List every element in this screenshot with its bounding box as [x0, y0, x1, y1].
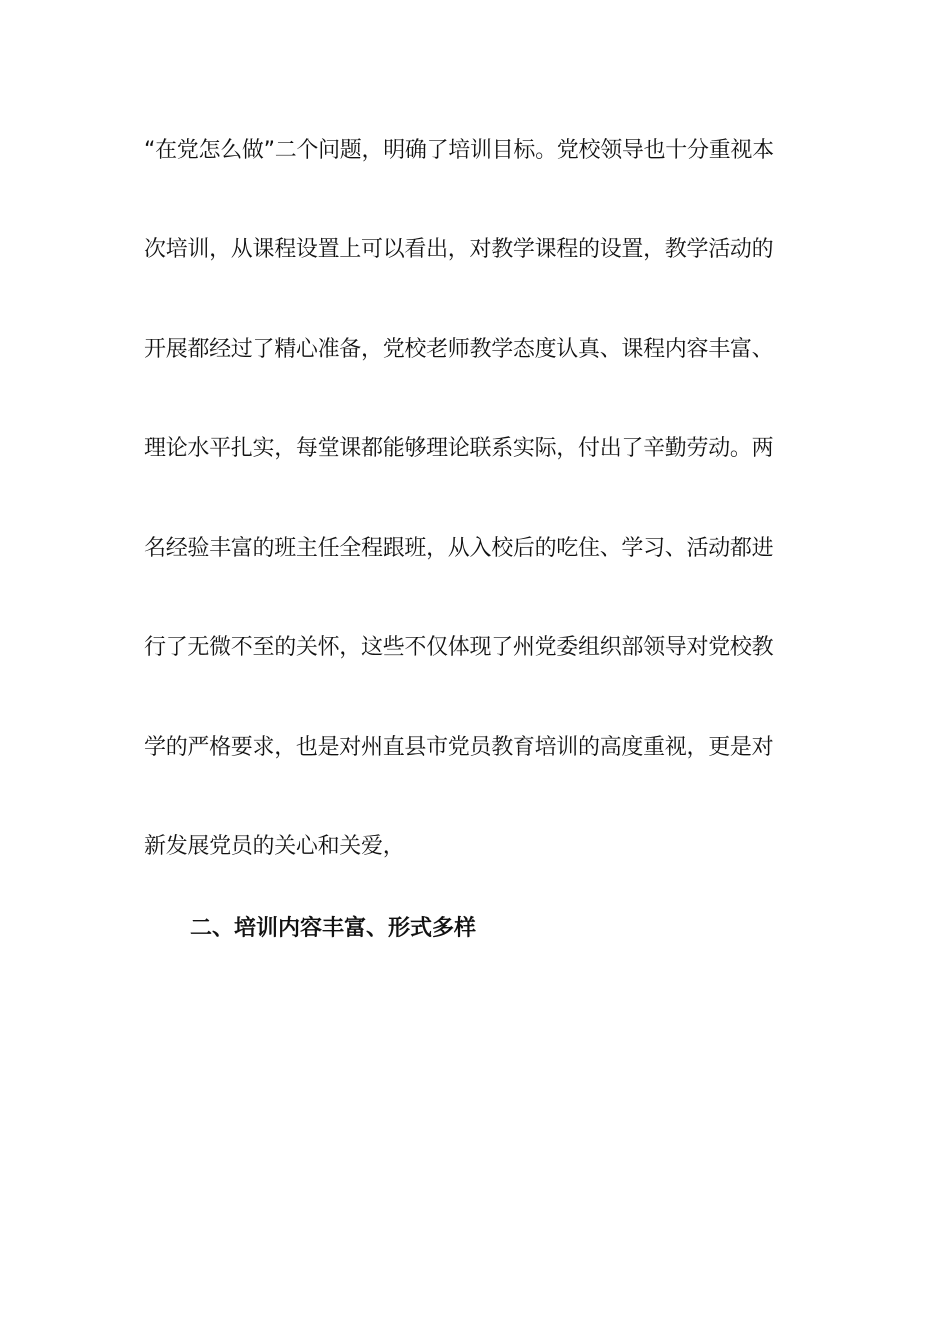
paragraph-line: “在党怎么做”二个问题，明确了培训目标。党校领导也十分重视本 — [144, 138, 774, 163]
paragraph-line: 名经验丰富的班主任全程跟班，从入校后的吃住、学习、活动都进 — [144, 536, 774, 561]
paragraph-line: 次培训，从课程设置上可以看出，对教学课程的设置，教学活动的 — [144, 237, 774, 262]
paragraph-line: 理论水平扎实，每堂课都能够理论联系实际，付出了辛勤劳动。两 — [144, 436, 774, 461]
section-heading: 二、培训内容丰富、形式多样 — [190, 916, 477, 941]
paragraph-line: 开展都经过了精心准备，党校老师教学态度认真、课程内容丰富、 — [144, 337, 774, 362]
paragraph-line: 新发展党员的关心和关爱， — [144, 834, 405, 859]
paragraph-line: 学的严格要求，也是对州直县市党员教育培训的高度重视，更是对 — [144, 735, 774, 760]
paragraph-line: 行了无微不至的关怀，这些不仅体现了州党委组织部领导对党校教 — [144, 635, 774, 660]
